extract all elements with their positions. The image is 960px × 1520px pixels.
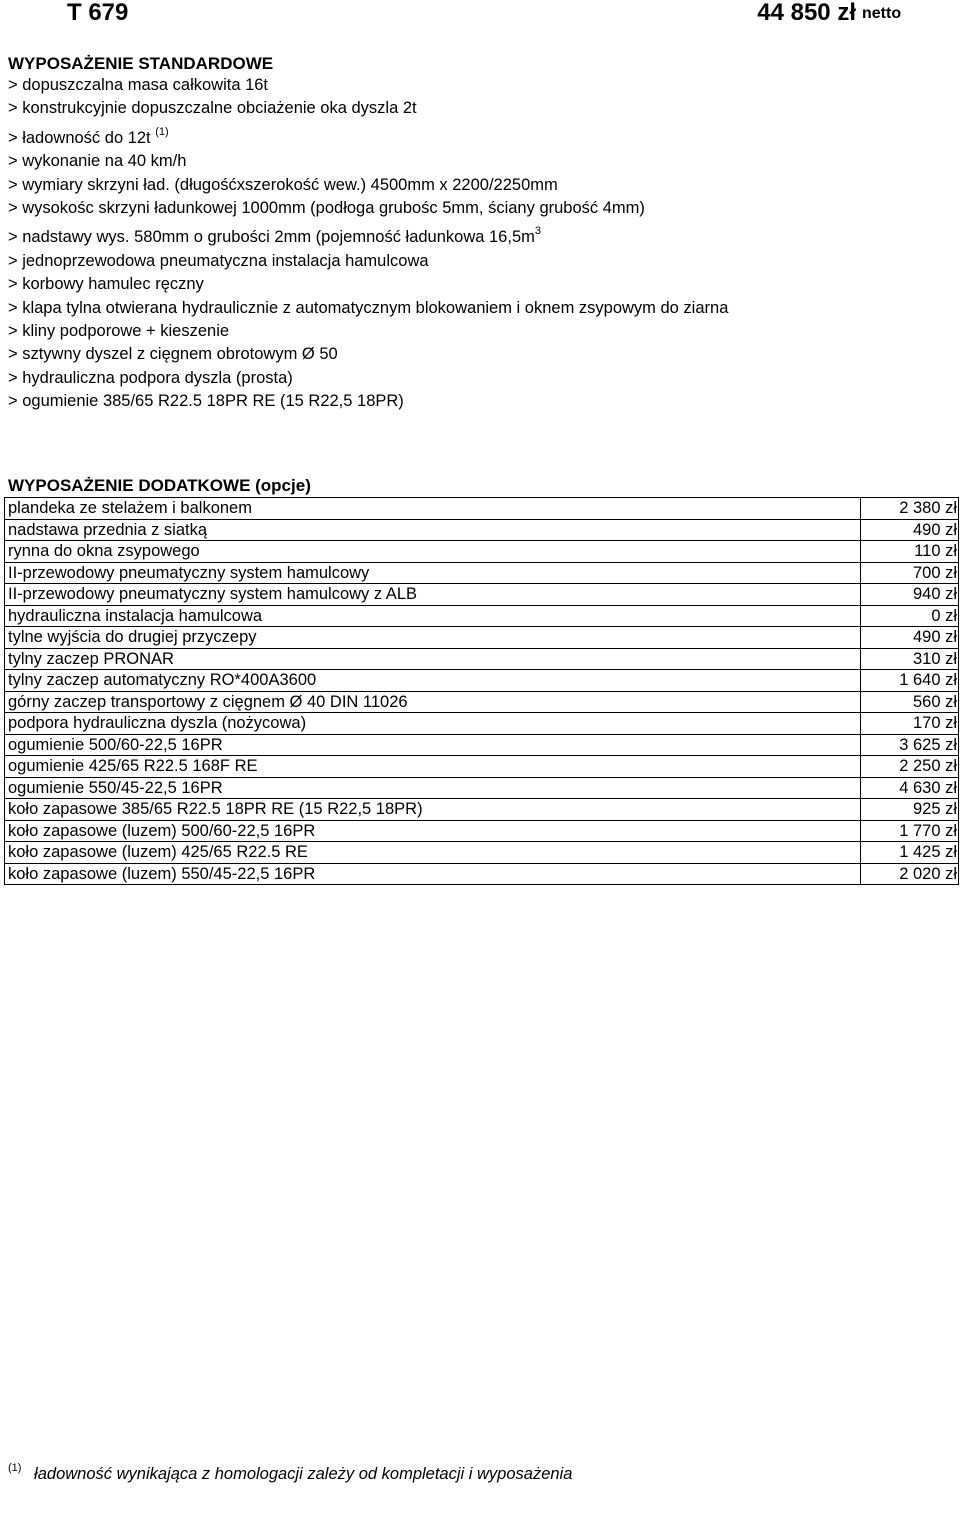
option-name: podpora hydrauliczna dyszla (nożycowa) [5, 713, 861, 735]
option-price: 490 zł [861, 519, 959, 541]
table-row [5, 648, 959, 670]
option-name: rynna do okna zsypowego [5, 541, 861, 563]
header [0, 0, 960, 30]
option-name: koło zapasowe (luzem) 500/60-22,5 16PR [5, 820, 861, 842]
option-name: tylne wyjścia do drugiej przyczepy [5, 627, 861, 649]
option-price: 3 625 zł [861, 734, 959, 756]
table-row [5, 519, 959, 541]
model-name: T 679 [67, 0, 129, 26]
table-row [5, 562, 959, 584]
option-name: koło zapasowe (luzem) 425/65 R22.5 RE [5, 842, 861, 864]
option-price: 1 640 zł [861, 670, 959, 692]
table-row [5, 842, 959, 864]
base-price: 44 850 zł [757, 0, 856, 26]
option-name: koło zapasowe (luzem) 550/45-22,5 16PR [5, 863, 861, 885]
standard-equipment [8, 54, 948, 414]
option-price: 940 zł [861, 584, 959, 606]
option-name: II-przewodowy pneumatyczny system hamulcowy [5, 562, 861, 584]
standard-item: > korbowy hamulec ręczny [8, 275, 204, 294]
option-price: 700 zł [861, 562, 959, 584]
option-price: 2 020 zł [861, 863, 959, 885]
footnote-text: ładowność wynikająca z homologacji zależy od kompletacji i wyposażenia [34, 1465, 573, 1483]
option-name: tylny zaczep PRONAR [5, 648, 861, 670]
option-name: ogumienie 500/60-22,5 16PR [5, 734, 861, 756]
standard-item: > sztywny dyszel z cięgnem obrotowym Ø 50 [8, 345, 338, 364]
option-price: 1 770 zł [861, 820, 959, 842]
option-price: 310 zł [861, 648, 959, 670]
table-row [5, 627, 959, 649]
option-price: 110 zł [861, 541, 959, 563]
standard-item: > hydrauliczna podpora dyszla (prosta) [8, 368, 293, 387]
table-row [5, 670, 959, 692]
option-price: 560 zł [861, 691, 959, 713]
option-name: ogumienie 425/65 R22.5 168F RE [5, 756, 861, 778]
option-price: 1 425 zł [861, 842, 959, 864]
option-name: hydrauliczna instalacja hamulcowa [5, 605, 861, 627]
table-row [5, 734, 959, 756]
table-row [5, 799, 959, 821]
option-name: II-przewodowy pneumatyczny system hamulcowy z ALB [5, 584, 861, 606]
table-row [5, 541, 959, 563]
table-row [5, 691, 959, 713]
option-name: górny zaczep transportowy z cięgnem Ø 40 DIN 11026 [5, 691, 861, 713]
table-row [5, 498, 959, 520]
footnote [8, 1462, 572, 1484]
option-name: koło zapasowe 385/65 R22.5 18PR RE (15 R22,5 18PR) [5, 799, 861, 821]
standard-list [8, 74, 948, 414]
option-name: tylny zaczep automatyczny RO*400A3600 [5, 670, 861, 692]
standard-item: > konstrukcyjnie dopuszczalne obciażenie oka dyszla 2t [8, 99, 417, 118]
table-row [5, 584, 959, 606]
standard-item: > klapa tylna otwierana hydraulicznie z automatycznym blokowaniem i oknem zsypowym do ziarna [8, 298, 729, 317]
option-price: 490 zł [861, 627, 959, 649]
table-row [5, 863, 959, 885]
standard-item: > wymiary skrzyni ład. (długośćxszerokość wew.) 4500mm x 2200/2250mm [8, 175, 558, 194]
optional-table [4, 497, 959, 885]
footnote-ref: (1) [155, 125, 169, 138]
table-row [5, 777, 959, 799]
standard-item: > nadstawy wys. 580mm o grubości 2mm (pojemność ładunkowa $16,5m^3$ [8, 225, 541, 247]
option-name: ogumienie 550/45-22,5 16PR [5, 777, 861, 799]
option-name: plandeka ze stelażem i balkonem [5, 498, 861, 520]
option-price: 4 630 zł [861, 777, 959, 799]
standard-item: > wysokośc skrzyni ładunkowej 1000mm (podłoga grubośc 5mm, ściany grubość 4mm) [8, 199, 645, 218]
option-price: 925 zł [861, 799, 959, 821]
option-price: 2 380 zł [861, 498, 959, 520]
standard-item: > dopuszczalna masa całkowita 16t [8, 76, 269, 94]
standard-title: WYPOSAŻENIE STANDARDOWE [8, 54, 274, 73]
table-row [5, 713, 959, 735]
table-row [5, 820, 959, 842]
standard-item: > ładowność do 12t $^{(1)}$ [8, 125, 169, 147]
price-suffix: netto [862, 5, 902, 22]
table-row [5, 756, 959, 778]
standard-item: > kliny podporowe + kieszenie [8, 322, 230, 341]
table-row [5, 605, 959, 627]
option-price: 0 zł [861, 605, 959, 627]
option-price: 2 250 zł [861, 756, 959, 778]
standard-item: > wykonanie na 40 km/h [8, 152, 187, 171]
standard-item: > ogumienie 385/65 R22.5 18PR RE (15 R22,5 18PR) [8, 392, 404, 411]
option-name: nadstawa przednia z siatką [5, 519, 861, 541]
optional-title: WYPOSAŻENIE DODATKOWE (opcje) [8, 476, 311, 495]
standard-item: > jednoprzewodowa pneumatyczna instalacja hamulcowa [8, 251, 429, 270]
footnote-mark: (1) [8, 1462, 22, 1474]
option-price: 170 zł [861, 713, 959, 735]
cubic-sup: 3 [534, 225, 541, 238]
